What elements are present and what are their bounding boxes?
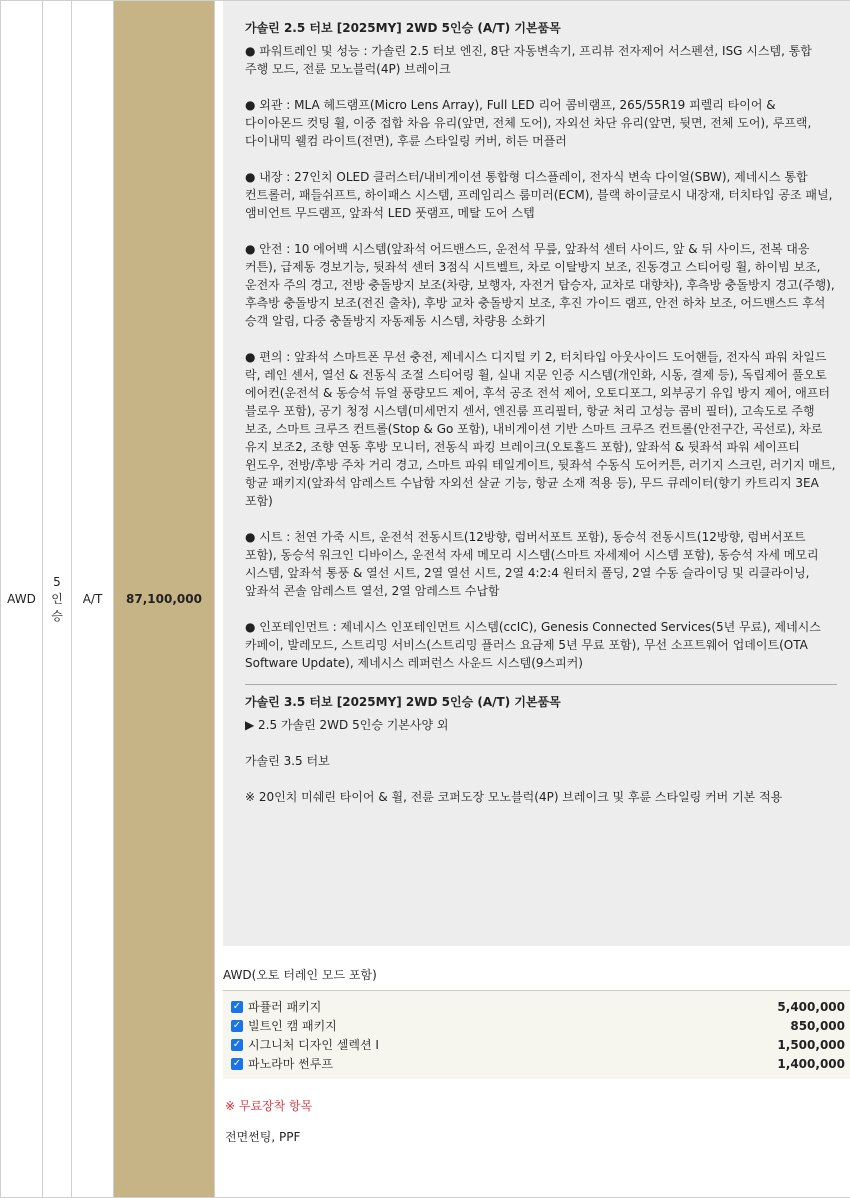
spec-infotainment: ● 인포테인먼트 : 제네시스 인포테인먼트 시스템(ccIC), Genesis Connected Services(5년 무료), 제네시스 카페이, 발레모드, 스트리밍 서비스(스트리밍 플러스 요금제 5년 무료 포함), 무선 소프트웨어 업데이트(OTA Software Update), 제네시스 레퍼런스 사운드 시스템(9스피커) (245, 618, 837, 672)
option-price: 5,400,000 (777, 1000, 845, 1014)
spec-3-5-engine: 가솔린 3.5 터보 (245, 752, 837, 770)
spec-interior: ● 내장 : 27인치 OLED 클러스터/내비게이션 통합형 디스플레이, 전자식 변속 다이얼(SBW), 제네시스 통합 컨트롤러, 패들쉬프트, 하이패스 시스템, 프레임리스 룸미러(ECM), 블랙 하이글로시 내장재, 터치타입 공조 패널, 앰비언트 무드램프, 앞좌석 LED 풋램프, 메탈 도어 스텝 (245, 168, 837, 222)
option-row[interactable] (231, 1054, 845, 1073)
divider (245, 684, 837, 685)
transmission-type: A/T (83, 592, 103, 606)
basic-title-3-5: 가솔린 3.5 터보 [2025MY] 2WD 5인승 (A/T) 기본품목 (245, 693, 837, 710)
price-cell (114, 1, 215, 1198)
spec-3-5-note: ※ 20인치 미쉐린 타이어 & 휠, 전륜 코퍼도장 모노블럭(4P) 브레이크 및 후륜 스타일링 커버 기본 적용 (245, 788, 837, 806)
seat-char: 5 (43, 574, 71, 591)
free-install-box (223, 1079, 850, 1145)
trim-row (1, 1, 850, 1198)
free-install-items: 전면썬팅, PPF (225, 1128, 850, 1145)
spec-seat: ● 시트 : 천연 가죽 시트, 운전석 전동시트(12방향, 럼버서포트 포함), 동승석 전동시트(12방향, 럼버서포트 포함), 동승석 워크인 디바이스, 운전석 자세 메모리 시스템(스마트 자세제어 시스템 포함), 동승석 자세 메모리 시스템, 앞좌석 통풍 & 열선 시트, 2열 열선 시트, 2열 4:2:4 원터치 폴딩, 2열 수동 슬라이딩 및 리클라이닝, 앞좌석 콘솔 암레스트 열선, 2열 암레스트 수납함 (245, 528, 837, 600)
seat-cell (43, 1, 72, 1198)
spec-exterior: ● 외관 : MLA 헤드램프(Micro Lens Array), Full LED 리어 콤비램프, 265/55R19 피렐리 타이어 & 다이아몬드 컷팅 휠, 이중 접합 차음 유리(앞면, 전체 도어), 자외선 차단 유리(앞면, 뒷면, 전체 도어), 루프랙, 다이내믹 웰컴 라이트(전면), 후륜 스타일링 커버, 히든 머플러 (245, 96, 837, 150)
seat-char: 인 (43, 591, 71, 608)
spec-3-5-base: ▶ 2.5 가솔린 2WD 5인승 기본사양 외 (245, 716, 837, 734)
checkbox-checked-icon[interactable]: ✓ (231, 1001, 243, 1013)
option-row[interactable] (231, 1016, 845, 1035)
spec-powertrain: ● 파워트레인 및 성능 : 가솔린 2.5 터보 엔진, 8단 자동변속기, 프리뷰 전자제어 서스펜션, ISG 시스템, 통합 주행 모드, 전륜 모노블럭(4P) 브레이크 (245, 42, 837, 78)
detail-wrapper (215, 1, 850, 1197)
transmission-cell (72, 1, 114, 1198)
option-price: 1,500,000 (777, 1038, 845, 1052)
drive-type: AWD (7, 592, 36, 606)
checkbox-checked-icon[interactable]: ✓ (231, 1058, 243, 1070)
checkbox-checked-icon[interactable]: ✓ (231, 1020, 243, 1032)
basic-items-box (223, 1, 850, 946)
awd-note: AWD(오토 터레인 모드 포함) (215, 946, 850, 990)
option-name: 파퓰러 패키지 (248, 998, 777, 1015)
detail-cell (215, 1, 850, 1198)
option-row[interactable] (231, 997, 845, 1016)
option-name: 파노라마 썬루프 (248, 1055, 777, 1072)
base-price: 87,100,000 (126, 592, 202, 606)
free-install-title: ※ 무료장착 항목 (225, 1097, 850, 1114)
spec-convenience: ● 편의 : 앞좌석 스마트폰 무선 충전, 제네시스 디지털 키 2, 터치타입 아웃사이드 도어핸들, 전자식 파워 차일드 락, 레인 센서, 열선 & 전동식 조절 스티어링 휠, 실내 지문 인증 시스템(개인화, 시동, 결제 등), 독립제어 풀오토 에어컨(운전석 & 동승석 듀얼 풍량모드 제어, 후석 공조 전석 제어, 오토디포그, 외부공기 유입 방지 제어, 애프터 블로우 포함), 공기 청정 시스템(미세먼지 센서, 엔진룸 프리필터, 항균 처리 고성능 콤비 필터), 고속도로 주행 보조, 스마트 크루즈 컨트롤(Stop & Go 포함), 내비게이션 기반 스마트 크루즈 컨트롤(안전구간, 곡선로), 차로 유지 보조2, 조향 연동 후방 모니터, 전동식 파킹 브레이크(오토홀드 포함), 앞좌석 & 뒷좌석 파워 세이프티 윈도우, 전방/후방 주차 거리 경고, 스마트 파워 테일게이트, 뒷좌석 수동식 도어커튼, 러기지 스크린, 러기지 매트, 항균 패키지(앞좌석 암레스트 수납함 자외선 살균 기능, 항균 소재 적용 등), 무드 큐레이터(향기 카트리지 3EA 포함) (245, 348, 837, 510)
spec-safety: ● 안전 : 10 에어백 시스템(앞좌석 어드밴스드, 운전석 무릎, 앞좌석 센터 사이드, 앞 & 뒤 사이드, 전복 대응 커튼), 급제동 경보기능, 뒷좌석 센터 3점식 시트벨트, 차로 이탈방지 보조, 진동경고 스티어링 휠, 하이빔 보조, 운전자 주의 경고, 전방 충돌방지 보조(차량, 보행자, 자전거 탑승자, 교차로 대향차), 후측방 충돌방지 경고(주행), 후측방 충돌방지 보조(전진 출차), 후방 교차 충돌방지 보조, 후진 가이드 램프, 안전 하차 보조, 어드밴스드 후석 승객 알림, 다중 충돌방지 자동제동 시스템, 차량용 소화기 (245, 240, 837, 330)
option-price: 850,000 (790, 1019, 845, 1033)
option-row[interactable] (231, 1035, 845, 1054)
seat-char: 승 (43, 608, 71, 625)
drive-cell (1, 1, 43, 1198)
options-box (223, 990, 850, 1079)
checkbox-checked-icon[interactable]: ✓ (231, 1039, 243, 1051)
option-name: 시그니처 디자인 셀렉션 I (248, 1036, 777, 1053)
basic-title-2-5: 가솔린 2.5 터보 [2025MY] 2WD 5인승 (A/T) 기본품목 (245, 19, 837, 36)
option-price: 1,400,000 (777, 1057, 845, 1071)
option-name: 빌트인 캠 패키지 (248, 1017, 790, 1034)
